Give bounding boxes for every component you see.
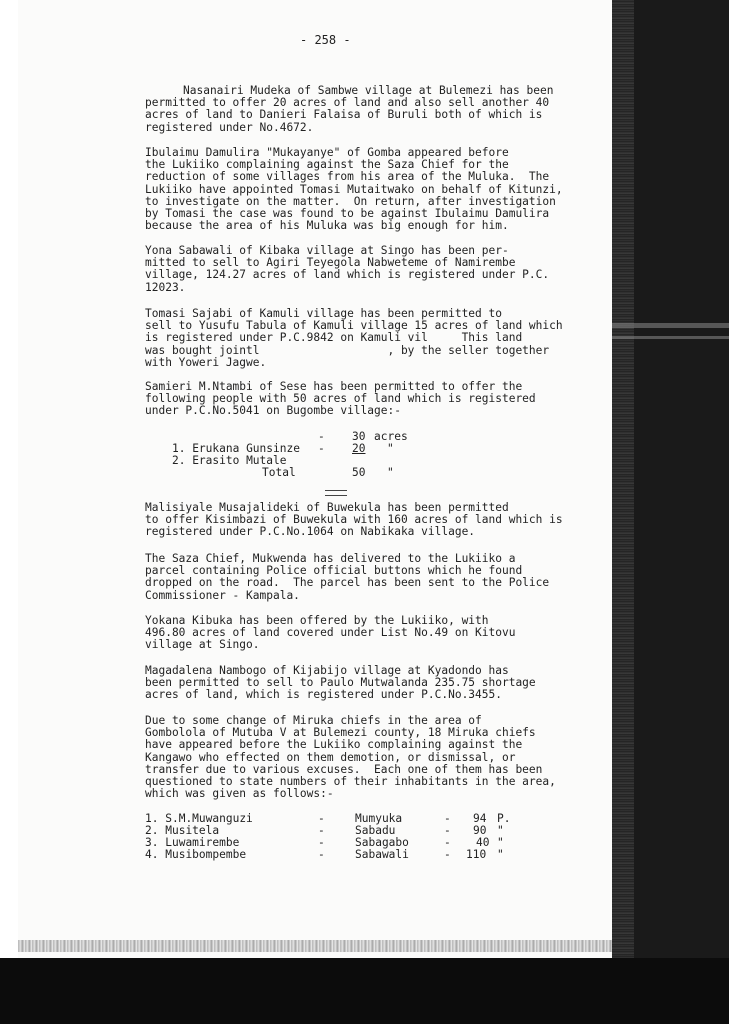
- scan-grain: [612, 0, 634, 958]
- paragraph-6: Malisiyale Musajalideki of Buwekula has been permitted to offer Kisimbazi of Buwekula with 160 acres of land which is registered under P.C.No.1064 on Nabikaka village.: [145, 501, 563, 539]
- total-unit: ": [387, 466, 394, 479]
- paragraph-9: Magadalena Nambogo of Kijabijo village at Kyadondo has been permitted to sell to Paulo Mutwalanda 235.75 shortage acres of land, which is registered under P.C.No.3455.: [145, 664, 536, 702]
- list-acres: 20: [352, 442, 366, 455]
- list-dash: -: [318, 442, 325, 455]
- scan-stripe: [612, 323, 729, 328]
- list-title: Sabawali: [355, 848, 409, 861]
- list-dash: -: [444, 824, 451, 837]
- list-acres: 30: [352, 430, 366, 443]
- list-item: 3. Luwamirembe: [145, 836, 240, 849]
- scan-bottom-edge: [18, 940, 612, 952]
- list-unit: ": [497, 836, 504, 849]
- list-unit: P.: [497, 812, 511, 825]
- list-item: 4. Musibompembe: [145, 848, 247, 861]
- total-label: Total: [262, 466, 296, 479]
- page-number: - 258 -: [300, 33, 351, 47]
- list-item: 2. Musitela: [145, 824, 220, 837]
- paragraph-10: Due to some change of Miruka chiefs in the area of Gombolola of Mutuba V at Bulemezi county, 18 Miruka chiefs have appeared before the Lukiiko complaining against the Kangawo who effected on them demotion, or dismissal, or transfer due to various excuses. Each one of them has been questioned to state numbers of their inhabitants in the area, which was given as follows:-: [145, 714, 556, 801]
- total-acres: 50: [352, 466, 366, 479]
- list-count: 90: [473, 824, 487, 837]
- list-title: Sabagabo: [355, 836, 409, 849]
- list-dash: -: [444, 848, 451, 861]
- paragraph-5: Samieri M.Ntambi of Sese has been permitted to offer the following people with 50 acres of land which is registered under P.C.No.5041 on Bugombe village:-: [145, 380, 536, 418]
- list-title: Sabadu: [355, 824, 396, 837]
- list-count: 110: [466, 848, 487, 861]
- paragraph-8: Yokana Kibuka has been offered by the Lukiiko, with 496.80 acres of land covered under List No.49 on Kitovu village at Singo.: [145, 614, 516, 652]
- list-dash: -: [318, 824, 325, 837]
- scan-stripe: [612, 336, 729, 339]
- paragraph-3: Yona Sabawali of Kibaka village at Singo has been per- mitted to sell to Agiri Teyegola Nabweteme of Namirembe village, 124.27 acres of land which is registered under P.C. 12023.: [145, 244, 550, 294]
- paragraph-2: Ibulaimu Damulira "Mukayanye" of Gomba appeared before the Lukiiko complaining against the Saza Chief for the reduction of some villages from his area of the Muluka. The Lukiiko have appointed Tomasi Mutaitwako on behalf of Kitunzi, to investigate on the matter. On return, after investigation by Tomasi the case was found to be against Ibulaimu Damulira because the area of his Muluka was big enough for him.: [145, 146, 563, 233]
- list-dash: -: [444, 836, 451, 849]
- list-count: 40: [476, 836, 490, 849]
- list-unit: ": [497, 824, 504, 837]
- list-unit: acres: [374, 430, 408, 443]
- list-unit: ": [497, 848, 504, 861]
- list-item: 2. Erasito Mutale: [171, 454, 287, 468]
- list-count: 94: [473, 812, 487, 825]
- list-dash: -: [318, 848, 325, 861]
- paragraph-1: Nasanairi Mudeka of Sambwe village at Bulemezi has been permitted to offer 20 acres of land and also sell another 40 acres of land to Danieri Falaisa of Buruli both of which is registered under No.4672.: [145, 84, 554, 134]
- list-unit: ": [387, 442, 394, 455]
- list-item: 1. S.M.Muwanguzi: [145, 812, 253, 825]
- list-dash: -: [318, 836, 325, 849]
- list-dash: -: [318, 430, 325, 443]
- list-dash: -: [444, 812, 451, 825]
- list-item: 1. Erukana Gunsinze: [171, 442, 300, 456]
- total-double-rule: [325, 490, 347, 496]
- scan-bottom-band: [0, 958, 729, 1024]
- scan-edge-shadow: [612, 0, 729, 958]
- paragraph-4: Tomasi Sajabi of Kamuli village has been permitted to sell to Yusufu Tabula of Kamuli village 15 acres of land which is registered under P.C.9842 on Kamuli vil This land was bought jointl , by the seller together with Yoweri Jagwe.: [145, 307, 563, 369]
- document-page: [18, 0, 612, 958]
- list-title: Mumyuka: [355, 812, 403, 825]
- list-dash: -: [318, 812, 325, 825]
- paragraph-7: The Saza Chief, Mukwenda has delivered to the Lukiiko a parcel containing Police official buttons which he found dropped on the road. The parcel has been sent to the Police Commissioner - Kampala.: [145, 552, 550, 602]
